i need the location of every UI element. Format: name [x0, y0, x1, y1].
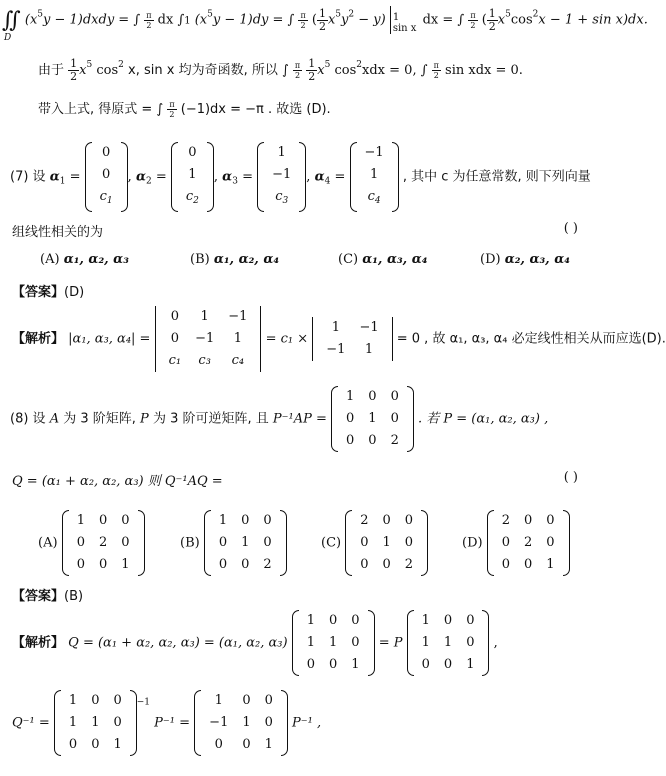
question-7-line2: 组线性相关的为 [12, 225, 104, 240]
option-c[interactable]: (C) 2 0 0 0 1 0 0 0 2 [321, 510, 428, 576]
inverse-line: Q⁻¹ = 1 0 0 1 1 0 0 0 1 $^{-1}$ P⁻¹ = 1 0 0 −1 1 0 0 0 1 P⁻¹ , [12, 690, 321, 756]
option-b[interactable]: (B) 1 0 0 0 1 0 0 0 2 [180, 510, 287, 576]
question-8: (8) 设 A 为 3 阶矩阵, P 为 3 阶可逆矩阵, 且 P⁻¹AP = 1 0 0 0 1 0 0 0 2 . 若 P = (α₁, α₂, α₃) , [10, 386, 548, 452]
diag-matrix: 1 0 0 0 1 0 0 0 2 [331, 386, 414, 452]
option-d[interactable]: (D) 2 0 0 0 2 0 0 0 1 [462, 510, 570, 576]
matrix-neg: 1 0 0 −1 1 0 0 0 1 [194, 690, 288, 756]
option-a[interactable]: (A) α₁, α₂, α₃ [40, 252, 129, 267]
answer-8: 【答案】(B) [12, 589, 84, 604]
eval-bar: 1 sin x [390, 6, 419, 34]
vector-alpha-3: 1 −1 $c_3$ [257, 142, 306, 212]
determinant-3x3: 0 1 −1 0 −1 1 c₁ c₃ c₄ [155, 306, 262, 372]
vector-alpha-4: −1 1 $c_4$ [350, 142, 399, 212]
integral-line-1: ∬ D ($x^5y$ − 1)dxdy = ∫ $\frac{\pi}{2}$ dx ∫1 $(x^5y - 1)dy$ = ∫ $\frac{\pi}{2}$ ( $\frac{1}{2}$ $x^5y^2 - y$) 1 sin x dx = ∫ $\frac{\pi}{2}$ ( $\frac{1}{2}$ $x^5\cos^2x - 1 + \sin x)dx$. [2, 6, 648, 43]
analysis-8: 【解析】 Q = (α₁ + α₂, α₂, α₃) = (α₁, α₂, α₃) 1 0 0 1 1 0 0 0 1 = P 1 0 0 1 1 0 0 0 1 , [12, 610, 498, 676]
question-7: (7) 设 $\alpha_1$ = 0 0 $c_1$ , $\alpha_2$ = 0 1 $c_2$ , $\alpha_3$ = 1 −1 $c_3$ , $\alpha_4$ = −1 1 $c_4$ , 其中 c 为任意常数, 则下列向量 [10, 142, 591, 212]
determinant-2x2: 1 −1 −1 1 [312, 317, 392, 361]
matrix-110-b: 1 0 0 1 1 0 0 0 1 [407, 610, 490, 676]
matrix-110: 1 0 0 1 1 0 0 0 1 [292, 610, 375, 676]
option-a[interactable]: (A) 1 0 0 0 2 0 0 0 1 [38, 510, 145, 576]
matrix-110-c: 1 0 0 1 1 0 0 0 1 [54, 690, 137, 756]
vector-alpha-1: 0 0 $c_1$ [85, 142, 128, 212]
question-8-line2: Q = (α₁ + α₂, α₂, α₃) 则 Q⁻¹AQ = [12, 474, 223, 489]
upper-limit: $\frac{\pi}{2}$ [146, 10, 152, 30]
answer-7: 【答案】(D) [12, 285, 85, 300]
option-b[interactable]: (B) α₁, α₂, α₄ [190, 252, 280, 267]
integral-line-2: 由于 $\frac{1}{2}$ $x^5$ $\cos^2 x$, sin x 均为奇函数, 所以 ∫ $\frac{\pi}{2}$ $\frac{1}{2}$ $x^5$ $\cos^2xdx = 0$, ∫ $\frac{\pi}{2}$ sin xdx = 0. [38, 57, 523, 83]
option-c[interactable]: (C) α₁, α₃, α₄ [338, 252, 428, 267]
integral-line-3: 带入上式, 得原式 = ∫ $\frac{\pi}{2}$ (−1)dx = −π . 故选 (D). [38, 100, 331, 119]
vector-alpha-2: 0 1 $c_2$ [171, 142, 214, 212]
double-integral: ∬ D [2, 7, 21, 43]
option-d[interactable]: (D) α₂, α₃, α₄ [480, 252, 570, 267]
analysis-7: 【解析】 |α₁, α₃, α₄| = 0 1 −1 0 −1 1 c₁ c₃ c₄ = c₁ × 1 −1 −1 1 = 0 , 故 α₁, α₃, α₄ 必定线性相关从而应选(D). [12, 306, 666, 372]
answer-blank-8: ( ) [563, 470, 578, 485]
answer-blank-7: ( ) [563, 221, 578, 236]
